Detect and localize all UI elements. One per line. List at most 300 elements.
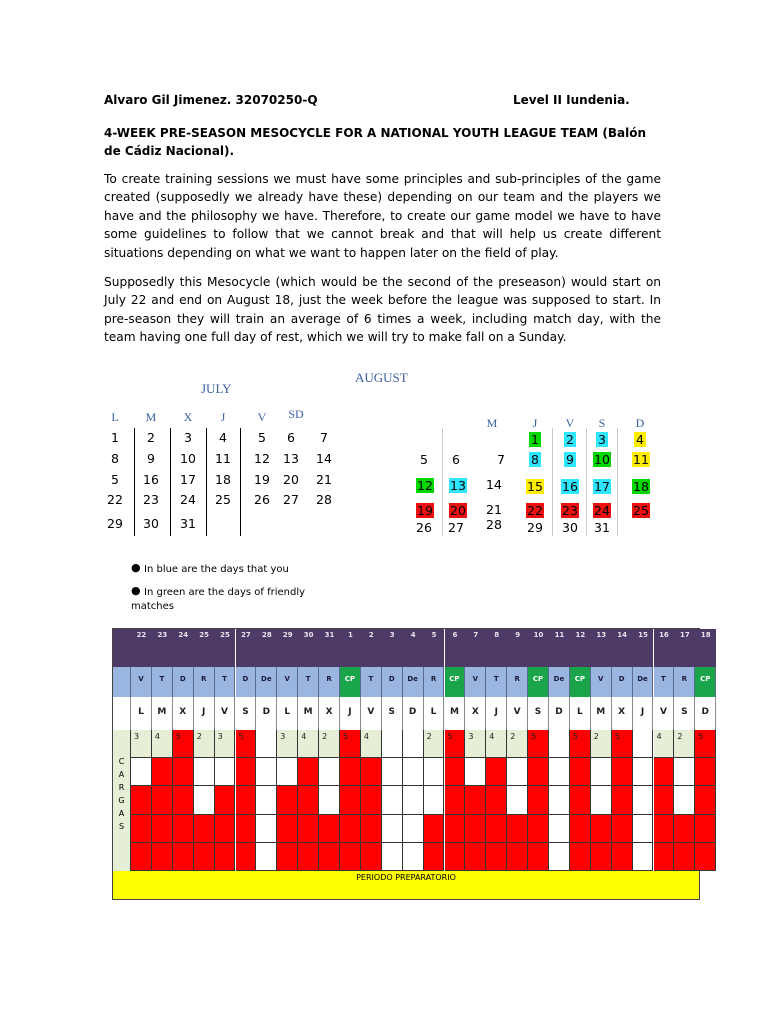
grid-day-cell: X <box>173 697 194 730</box>
grid-load-value: 2 <box>593 732 599 741</box>
grid-day-cell: J <box>340 697 361 730</box>
grid-load-value: 5 <box>531 732 537 741</box>
july-column-divider <box>206 428 207 536</box>
grid-load-cell <box>674 843 695 871</box>
august-day: 23 <box>562 503 578 518</box>
grid-load-cell <box>319 843 340 871</box>
july-day: 18 <box>215 472 231 487</box>
grid-load-cell <box>570 815 591 843</box>
grid-type-cell: R <box>507 667 528 697</box>
august-weekday: D <box>635 416 645 430</box>
grid-load-value: 2 <box>322 732 328 741</box>
grid-load-cell <box>152 730 173 758</box>
grid-load-cell <box>612 786 633 814</box>
july-day: 22 <box>107 492 123 507</box>
grid-date-cell: 9 <box>507 629 528 667</box>
grid-day-cell: D <box>256 697 277 730</box>
grid-load-cell <box>277 730 298 758</box>
grid-type-cell: D <box>236 667 257 697</box>
august-day: 27 <box>448 520 464 535</box>
grid-type-cell: D <box>382 667 403 697</box>
grid-load-cell <box>131 730 152 758</box>
august-title: AUGUST <box>355 370 408 385</box>
grid-date-cell: 14 <box>612 629 633 667</box>
grid-day-cell: S <box>528 697 549 730</box>
grid-load-value: 3 <box>468 732 474 741</box>
grid-load-cell <box>549 758 570 786</box>
grid-load-cell <box>549 843 570 871</box>
grid-load-cell <box>486 843 507 871</box>
grid-load-value: 2 <box>677 732 683 741</box>
bullet-icon: ● <box>131 561 141 574</box>
grid-load-cell <box>173 843 194 871</box>
grid-date-cell: 29 <box>277 629 298 667</box>
grid-load-cell <box>612 843 633 871</box>
grid-day-cell: X <box>612 697 633 730</box>
august-day: 2 <box>564 432 576 447</box>
july-day: 8 <box>111 451 119 466</box>
grid-type-cell: T <box>486 667 507 697</box>
grid-load-cell <box>633 786 654 814</box>
cargas-letter: A <box>118 770 125 779</box>
grid-type-cell: De <box>403 667 424 697</box>
grid-load-cell <box>633 730 654 758</box>
grid-load-cell <box>674 758 695 786</box>
grid-load-cell <box>236 758 257 786</box>
cargas-side-label <box>113 730 131 871</box>
grid-load-cell <box>695 786 716 814</box>
grid-type-cell: T <box>361 667 382 697</box>
august-day: 15 <box>527 479 543 494</box>
august-day: 17 <box>594 479 610 494</box>
grid-load-cell <box>507 758 528 786</box>
grid-load-cell <box>445 758 466 786</box>
grid-load-cell <box>507 730 528 758</box>
grid-load-cell <box>215 758 236 786</box>
grid-load-cell <box>674 786 695 814</box>
grid-load-cell <box>424 786 445 814</box>
august-day: 22 <box>527 503 543 518</box>
grid-load-cell <box>277 843 298 871</box>
august-day: 21 <box>486 502 502 517</box>
grid-load-cell <box>382 843 403 871</box>
grid-load-cell <box>445 843 466 871</box>
july-day: 23 <box>143 492 159 507</box>
grid-load-cell <box>319 786 340 814</box>
grid-load-cell <box>152 758 173 786</box>
grid-load-cell <box>465 758 486 786</box>
august-day: 9 <box>564 452 576 467</box>
grid-load-cell <box>256 843 277 871</box>
grid-load-cell <box>382 815 403 843</box>
grid-load-cell <box>361 786 382 814</box>
grid-type-cell: CP <box>570 667 591 697</box>
grid-load-cell <box>570 843 591 871</box>
grid-day-cell: V <box>361 697 382 730</box>
grid-load-cell <box>465 843 486 871</box>
grid-type-cell: R <box>424 667 445 697</box>
grid-load-cell <box>424 815 445 843</box>
august-day: 18 <box>633 479 649 494</box>
grid-load-cell <box>131 758 152 786</box>
august-column-divider <box>442 428 443 536</box>
grid-row-header <box>113 697 131 730</box>
grid-load-cell <box>695 730 716 758</box>
grid-load-cell <box>256 786 277 814</box>
grid-load-cell <box>633 758 654 786</box>
bullet-icon: ● <box>131 584 141 597</box>
grid-load-cell <box>507 843 528 871</box>
grid-load-cell <box>507 815 528 843</box>
august-column-divider <box>617 428 618 536</box>
legend <box>131 563 331 614</box>
grid-load-cell <box>674 730 695 758</box>
august-day: 12 <box>417 478 433 493</box>
mesocycle-grid <box>112 628 711 900</box>
grid-day-cell: M <box>591 697 612 730</box>
july-day: 9 <box>147 451 155 466</box>
august-day: 7 <box>497 452 505 467</box>
august-day: 13 <box>450 478 466 493</box>
july-day: 24 <box>180 492 196 507</box>
grid-load-cell <box>236 815 257 843</box>
grid-load-cell <box>591 815 612 843</box>
grid-load-cell <box>382 758 403 786</box>
grid-date-cell: 11 <box>549 629 570 667</box>
july-day: 5 <box>258 430 266 445</box>
july-day: 19 <box>254 472 270 487</box>
august-day: 10 <box>594 452 610 467</box>
july-column-divider <box>134 428 135 536</box>
grid-type-cell: CP <box>340 667 361 697</box>
grid-load-cell <box>528 730 549 758</box>
grid-date-cell: 16 <box>654 629 675 667</box>
august-day: 11 <box>633 452 649 467</box>
grid-load-value: 5 <box>238 732 244 741</box>
grid-load-cell <box>403 786 424 814</box>
grid-date-cell: 13 <box>591 629 612 667</box>
paragraph-1: To create training sessions we must have some principles and sub-principles of the game created (supposedly we already have these) depending on our team and the players we have and the philosophy we have. Therefore, to create our game model we have to have some guidelines to follow that we cannot break and that will help us create different situations depending on what we want to happen later on the field of play. <box>104 172 661 260</box>
july-day: 31 <box>180 516 196 531</box>
grid-date-cell: 6 <box>445 629 466 667</box>
july-day: 10 <box>180 451 196 466</box>
grid-load-value: 4 <box>363 732 369 741</box>
grid-load-cell <box>507 786 528 814</box>
grid-load-cell <box>382 786 403 814</box>
july-day: 2 <box>147 430 155 445</box>
august-day: 14 <box>486 477 502 492</box>
grid-load-cell <box>633 815 654 843</box>
august-day: 19 <box>417 503 433 518</box>
grid-date-cell: 1 <box>340 629 361 667</box>
grid-load-cell <box>654 815 675 843</box>
grid-day-cell: L <box>570 697 591 730</box>
grid-date-cell: 22 <box>131 629 152 667</box>
august-column-divider <box>552 428 553 536</box>
grid-load-cell <box>340 730 361 758</box>
document-title: 4-WEEK PRE-SEASON MESOCYCLE FOR A NATIONAL YOUTH LEAGUE TEAM (Balón de Cádiz Nacional). <box>104 126 646 158</box>
july-day: 11 <box>215 451 231 466</box>
july-weekday: J <box>220 410 226 424</box>
august-day: 29 <box>527 520 543 535</box>
grid-load-cell <box>612 758 633 786</box>
grid-load-cell <box>319 815 340 843</box>
july-day: 17 <box>180 472 196 487</box>
grid-date-cell: 17 <box>674 629 695 667</box>
grid-load-cell <box>674 815 695 843</box>
grid-load-cell <box>591 843 612 871</box>
july-day: 26 <box>254 492 270 507</box>
grid-load-cell <box>695 758 716 786</box>
grid-type-cell: R <box>674 667 695 697</box>
grid-load-cell <box>591 758 612 786</box>
grid-type-cell: T <box>215 667 236 697</box>
grid-load-cell <box>424 758 445 786</box>
grid-date-cell: 23 <box>152 629 173 667</box>
grid-date-cell: 7 <box>465 629 486 667</box>
grid-day-cell: L <box>277 697 298 730</box>
july-day: 29 <box>107 516 123 531</box>
grid-type-cell: T <box>298 667 319 697</box>
grid-load-value: 2 <box>196 732 202 741</box>
grid-type-cell: De <box>256 667 277 697</box>
grid-load-cell <box>445 730 466 758</box>
grid-load-cell <box>131 843 152 871</box>
july-day: 13 <box>283 451 299 466</box>
grid-load-cell <box>319 758 340 786</box>
grid-load-cell <box>549 786 570 814</box>
grid-load-cell <box>236 786 257 814</box>
grid-load-cell <box>173 758 194 786</box>
grid-day-cell: D <box>695 697 716 730</box>
grid-type-cell: T <box>654 667 675 697</box>
level-line: Level II Iundenia. <box>513 93 630 107</box>
august-day: 20 <box>450 503 466 518</box>
grid-load-cell <box>298 815 319 843</box>
grid-row-header <box>113 667 131 697</box>
grid-date-cell: 10 <box>528 629 549 667</box>
grid-date-cell: 4 <box>403 629 424 667</box>
grid-load-cell <box>298 843 319 871</box>
cargas-letter: C <box>118 757 125 766</box>
grid-load-value: 2 <box>426 732 432 741</box>
grid-type-cell: T <box>152 667 173 697</box>
grid-load-cell <box>131 786 152 814</box>
grid-load-cell <box>298 786 319 814</box>
grid-load-cell <box>403 843 424 871</box>
grid-date-cell: 30 <box>298 629 319 667</box>
grid-date-cell: 5 <box>424 629 445 667</box>
grid-date-cell: 25 <box>215 629 236 667</box>
grid-date-cell: 18 <box>695 629 716 667</box>
grid-date-cell: 31 <box>319 629 340 667</box>
grid-load-value: 5 <box>698 732 704 741</box>
grid-load-cell <box>612 815 633 843</box>
grid-day-cell: L <box>131 697 152 730</box>
grid-load-cell <box>152 786 173 814</box>
august-day: 4 <box>634 432 646 447</box>
grid-load-cell <box>152 843 173 871</box>
grid-load-cell <box>152 815 173 843</box>
grid-load-cell <box>654 786 675 814</box>
grid-date-cell: 25 <box>194 629 215 667</box>
grid-load-cell <box>591 730 612 758</box>
grid-load-cell <box>256 758 277 786</box>
grid-load-value: 5 <box>447 732 453 741</box>
grid-type-cell: R <box>194 667 215 697</box>
grid-load-cell <box>194 786 215 814</box>
grid-load-cell <box>403 758 424 786</box>
july-day: 27 <box>283 492 299 507</box>
grid-load-cell <box>486 730 507 758</box>
grid-day-cell: S <box>674 697 695 730</box>
august-day: 8 <box>529 452 541 467</box>
july-column-divider <box>170 428 171 536</box>
grid-type-cell: De <box>633 667 654 697</box>
grid-load-cell <box>256 730 277 758</box>
august-day: 31 <box>594 520 610 535</box>
july-day: 20 <box>283 472 299 487</box>
grid-load-value: 5 <box>175 732 181 741</box>
august-day: 26 <box>416 520 432 535</box>
grid-load-cell <box>361 815 382 843</box>
grid-load-cell <box>549 815 570 843</box>
august-day: 30 <box>562 520 578 535</box>
grid-day-cell: V <box>507 697 528 730</box>
grid-day-cell: X <box>319 697 340 730</box>
grid-load-cell <box>612 730 633 758</box>
august-column-divider <box>586 428 587 536</box>
grid-load-cell <box>445 786 466 814</box>
july-day: 30 <box>143 516 159 531</box>
legend-item-green: ● In green are the days of friendly matches <box>131 584 306 612</box>
grid-date-cell: 2 <box>361 629 382 667</box>
august-weekday: J <box>532 416 538 430</box>
august-weekday: M <box>486 416 498 430</box>
august-day: 1 <box>529 432 541 447</box>
grid-day-cell: V <box>654 697 675 730</box>
grid-day-cell: J <box>194 697 215 730</box>
july-weekday: V <box>257 410 267 424</box>
grid-load-cell <box>194 730 215 758</box>
grid-load-value: 3 <box>217 732 223 741</box>
grid-load-cell <box>465 730 486 758</box>
grid-load-cell <box>236 730 257 758</box>
grid-load-cell <box>277 786 298 814</box>
grid-load-cell <box>236 843 257 871</box>
grid-day-cell: M <box>445 697 466 730</box>
grid-load-cell <box>298 758 319 786</box>
period-label: PERIODO PREPARATORIO <box>113 871 699 899</box>
grid-type-cell: R <box>319 667 340 697</box>
grid-load-cell <box>486 786 507 814</box>
grid-load-cell <box>215 843 236 871</box>
august-day: 3 <box>596 432 608 447</box>
grid-load-cell <box>570 786 591 814</box>
grid-day-cell: X <box>465 697 486 730</box>
grid-load-cell <box>528 758 549 786</box>
grid-type-cell: CP <box>695 667 716 697</box>
grid-load-cell <box>173 815 194 843</box>
grid-load-cell <box>570 730 591 758</box>
grid-load-cell <box>424 843 445 871</box>
july-weekday: X <box>183 410 193 424</box>
grid-type-cell: CP <box>528 667 549 697</box>
grid-day-cell: S <box>236 697 257 730</box>
grid-load-value: 3 <box>134 732 140 741</box>
grid-load-cell <box>340 843 361 871</box>
july-day: 3 <box>184 430 192 445</box>
grid-load-value: 4 <box>656 732 662 741</box>
grid-load-value: 2 <box>510 732 516 741</box>
grid-load-cell <box>695 815 716 843</box>
grid-date-cell: 24 <box>173 629 194 667</box>
grid-load-cell <box>277 758 298 786</box>
grid-load-cell <box>131 815 152 843</box>
august-weekday: S <box>598 416 606 430</box>
grid-load-value: 4 <box>489 732 495 741</box>
july-day: 16 <box>143 472 159 487</box>
grid-load-cell <box>591 786 612 814</box>
august-day: 16 <box>562 479 578 494</box>
cargas-letter: A <box>118 809 125 818</box>
grid-load-cell <box>654 730 675 758</box>
grid-load-cell <box>215 730 236 758</box>
grid-load-cell <box>256 815 277 843</box>
grid-type-cell: V <box>591 667 612 697</box>
grid-load-cell <box>403 815 424 843</box>
grid-load-cell <box>528 843 549 871</box>
august-day: 25 <box>633 503 649 518</box>
grid-load-cell <box>654 758 675 786</box>
grid-load-cell <box>173 730 194 758</box>
grid-load-value: 3 <box>280 732 286 741</box>
august-day: 28 <box>486 517 502 532</box>
july-day: 6 <box>287 430 295 445</box>
grid-load-cell <box>403 730 424 758</box>
grid-day-cell: S <box>382 697 403 730</box>
grid-load-cell <box>340 815 361 843</box>
july-day: 28 <box>316 492 332 507</box>
august-day: 5 <box>420 452 428 467</box>
grid-load-value: 5 <box>572 732 578 741</box>
grid-load-value: 4 <box>154 732 160 741</box>
cargas-letter: S <box>118 822 125 831</box>
grid-load-cell <box>528 786 549 814</box>
july-day: 7 <box>320 430 328 445</box>
grid-load-cell <box>194 758 215 786</box>
grid-type-cell: D <box>612 667 633 697</box>
grid-load-cell <box>194 843 215 871</box>
august-day: 6 <box>452 452 460 467</box>
july-weekday: SD <box>288 407 304 421</box>
july-weekday: L <box>111 410 119 424</box>
grid-type-cell: V <box>465 667 486 697</box>
grid-load-value: 5 <box>614 732 620 741</box>
grid-date-cell: 12 <box>570 629 591 667</box>
grid-load-cell <box>298 730 319 758</box>
grid-load-cell <box>465 815 486 843</box>
july-day: 4 <box>219 430 227 445</box>
grid-load-cell <box>633 843 654 871</box>
july-day: 14 <box>316 451 332 466</box>
grid-load-cell <box>194 815 215 843</box>
grid-load-cell <box>424 730 445 758</box>
grid-load-cell <box>486 758 507 786</box>
grid-day-cell: M <box>152 697 173 730</box>
july-day: 1 <box>111 430 119 445</box>
july-day: 12 <box>254 451 270 466</box>
